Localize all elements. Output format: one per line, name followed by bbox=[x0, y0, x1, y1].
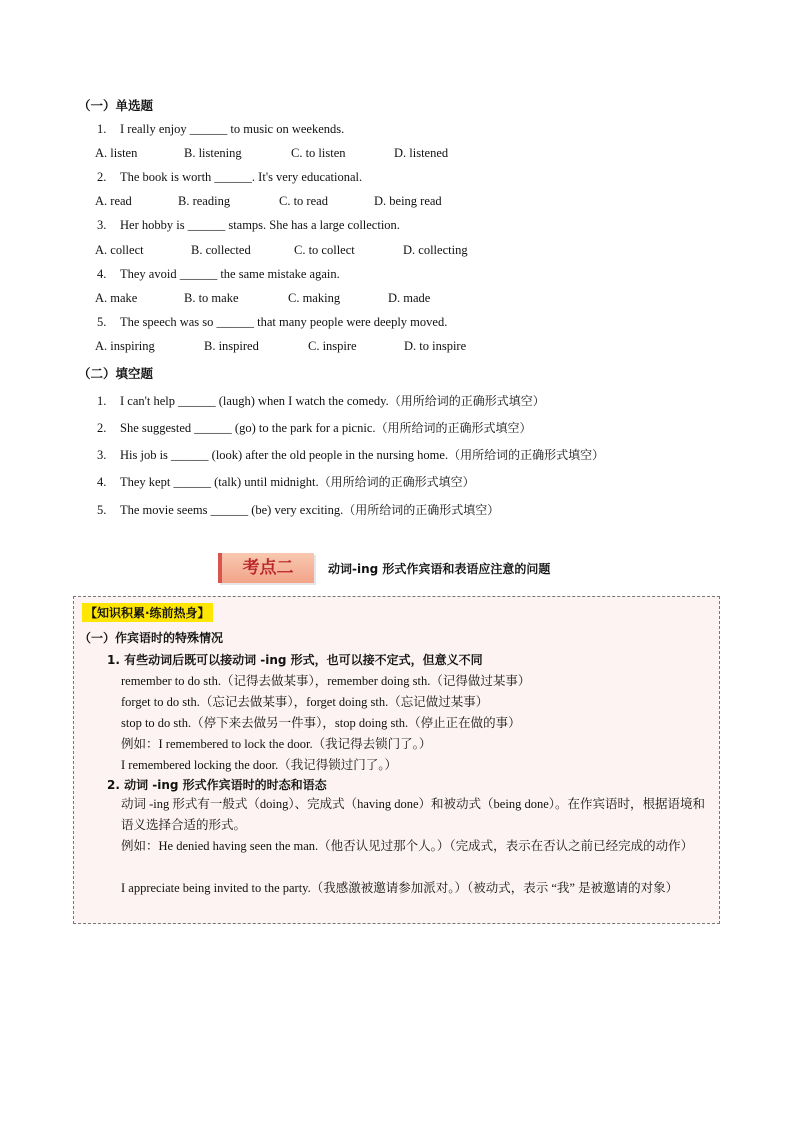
item-note: （用所给词的正确形式填空） bbox=[343, 503, 500, 517]
point-1-title: 1. 有些动词后既可以接动词 -ing 形式，也可以接不定式，但意义不同 bbox=[107, 653, 483, 667]
section-title-single-choice: （一）单选题 bbox=[78, 98, 154, 113]
option-d: D. to inspire bbox=[404, 339, 467, 353]
question-text: The book is worth ______. It's very educational. bbox=[120, 170, 363, 184]
kaodian-badge: 考点二 bbox=[218, 553, 314, 583]
question-3 bbox=[97, 218, 400, 233]
point-2-paragraph: 动词 -ing 形式有一般式（doing）、完成式（having done）和被动式（being done）。在作宾语时，根据语境和语义选择合适的形式。 bbox=[121, 797, 705, 832]
question-4 bbox=[97, 267, 340, 282]
knowledge-tag: 【知识积累·练前热身】 bbox=[82, 603, 213, 622]
fill-item-3 bbox=[97, 446, 604, 463]
point-1-line: stop to do sth.（停下来去做另一件事），stop doing sth.（停止正在做的事） bbox=[121, 716, 521, 730]
section-title-fill-in: （二）填空题 bbox=[78, 366, 154, 381]
question-number: 1. bbox=[97, 122, 107, 136]
item-text: She suggested ______ (go) to the park for a picnic. bbox=[120, 421, 376, 435]
question-text: I really enjoy ______ to music on weekends. bbox=[120, 122, 345, 136]
option-d: D. collecting bbox=[403, 243, 468, 257]
option-c: C. to listen bbox=[291, 146, 346, 160]
question-text: Her hobby is ______ stamps. She has a large collection. bbox=[120, 218, 400, 232]
option-c: C. making bbox=[288, 291, 341, 305]
item-note: （用所给词的正确形式填空） bbox=[388, 394, 545, 408]
kaodian-header bbox=[218, 553, 618, 585]
item-text: They kept ______ (talk) until midnight. bbox=[120, 475, 319, 489]
question-5 bbox=[97, 315, 447, 330]
options-row-1 bbox=[95, 146, 575, 162]
question-1 bbox=[97, 122, 344, 137]
point-1-example: I remembered locking the door.（我记得锁过门了。） bbox=[121, 758, 397, 772]
point-2-example: 例如：He denied having seen the man.（他否认见过那个人。）（完成式，表示在否认之前已经完成的动作） bbox=[121, 839, 694, 853]
option-c: C. inspire bbox=[308, 339, 357, 353]
knowledge-box bbox=[73, 596, 720, 924]
point-2-example: I appreciate being invited to the party.（我感激被邀请参加派对。）（被动式，表示 “我” 是被邀请的对象） bbox=[121, 881, 679, 895]
question-number: 5. bbox=[97, 315, 107, 329]
option-a: A. listen bbox=[95, 146, 138, 160]
option-a: A. read bbox=[95, 194, 132, 208]
options-row-5 bbox=[95, 339, 575, 355]
item-number: 4. bbox=[97, 475, 107, 489]
option-c: C. to read bbox=[279, 194, 328, 208]
item-note: （用所给词的正确形式填空） bbox=[448, 448, 605, 462]
option-d: D. made bbox=[388, 291, 431, 305]
options-row-2 bbox=[95, 194, 575, 210]
point-1-line: forget to do sth.（忘记去做某事），forget doing sth.（忘记做过某事） bbox=[121, 695, 489, 709]
option-a: A. inspiring bbox=[95, 339, 155, 353]
fill-item-5 bbox=[97, 501, 499, 518]
point-2-title: 2. 动词 -ing 形式作宾语时的时态和语态 bbox=[107, 778, 327, 792]
option-d: D. being read bbox=[374, 194, 442, 208]
item-note: （用所给词的正确形式填空） bbox=[318, 475, 475, 489]
point-1-example: 例如：I remembered to lock the door.（我记得去锁门了。） bbox=[121, 737, 432, 751]
option-b: B. reading bbox=[178, 194, 231, 208]
item-text: The movie seems ______ (be) very exciting. bbox=[120, 503, 344, 517]
options-row-3 bbox=[95, 243, 575, 259]
options-row-4 bbox=[95, 291, 575, 307]
option-b: B. collected bbox=[191, 243, 251, 257]
option-a: A. collect bbox=[95, 243, 144, 257]
item-note: （用所给词的正确形式填空） bbox=[375, 421, 532, 435]
fill-item-2 bbox=[97, 419, 532, 436]
fill-item-4 bbox=[97, 473, 475, 490]
question-number: 4. bbox=[97, 267, 107, 281]
question-text: They avoid ______ the same mistake again. bbox=[120, 267, 340, 281]
fill-item-1 bbox=[97, 392, 545, 409]
box-subtitle: （一）作宾语时的特殊情况 bbox=[79, 631, 224, 645]
option-b: B. inspired bbox=[204, 339, 259, 353]
question-text: The speech was so ______ that many people were deeply moved. bbox=[120, 315, 448, 329]
item-number: 2. bbox=[97, 421, 107, 435]
option-a: A. make bbox=[95, 291, 138, 305]
item-text: I can't help ______ (laugh) when I watch the comedy. bbox=[120, 394, 389, 408]
option-b: B. listening bbox=[184, 146, 242, 160]
point-1-line: remember to do sth.（记得去做某事），remember doing sth.（记得做过某事） bbox=[121, 674, 531, 688]
option-d: D. listened bbox=[394, 146, 449, 160]
option-c: C. to collect bbox=[294, 243, 355, 257]
kaodian-title: 动词-ing 形式作宾语和表语应注意的问题 bbox=[328, 562, 551, 576]
item-number: 1. bbox=[97, 394, 107, 408]
item-number: 5. bbox=[97, 503, 107, 517]
question-number: 3. bbox=[97, 218, 107, 232]
question-number: 2. bbox=[97, 170, 107, 184]
item-number: 3. bbox=[97, 448, 107, 462]
question-2 bbox=[97, 170, 362, 185]
item-text: His job is ______ (look) after the old people in the nursing home. bbox=[120, 448, 449, 462]
option-b: B. to make bbox=[184, 291, 239, 305]
